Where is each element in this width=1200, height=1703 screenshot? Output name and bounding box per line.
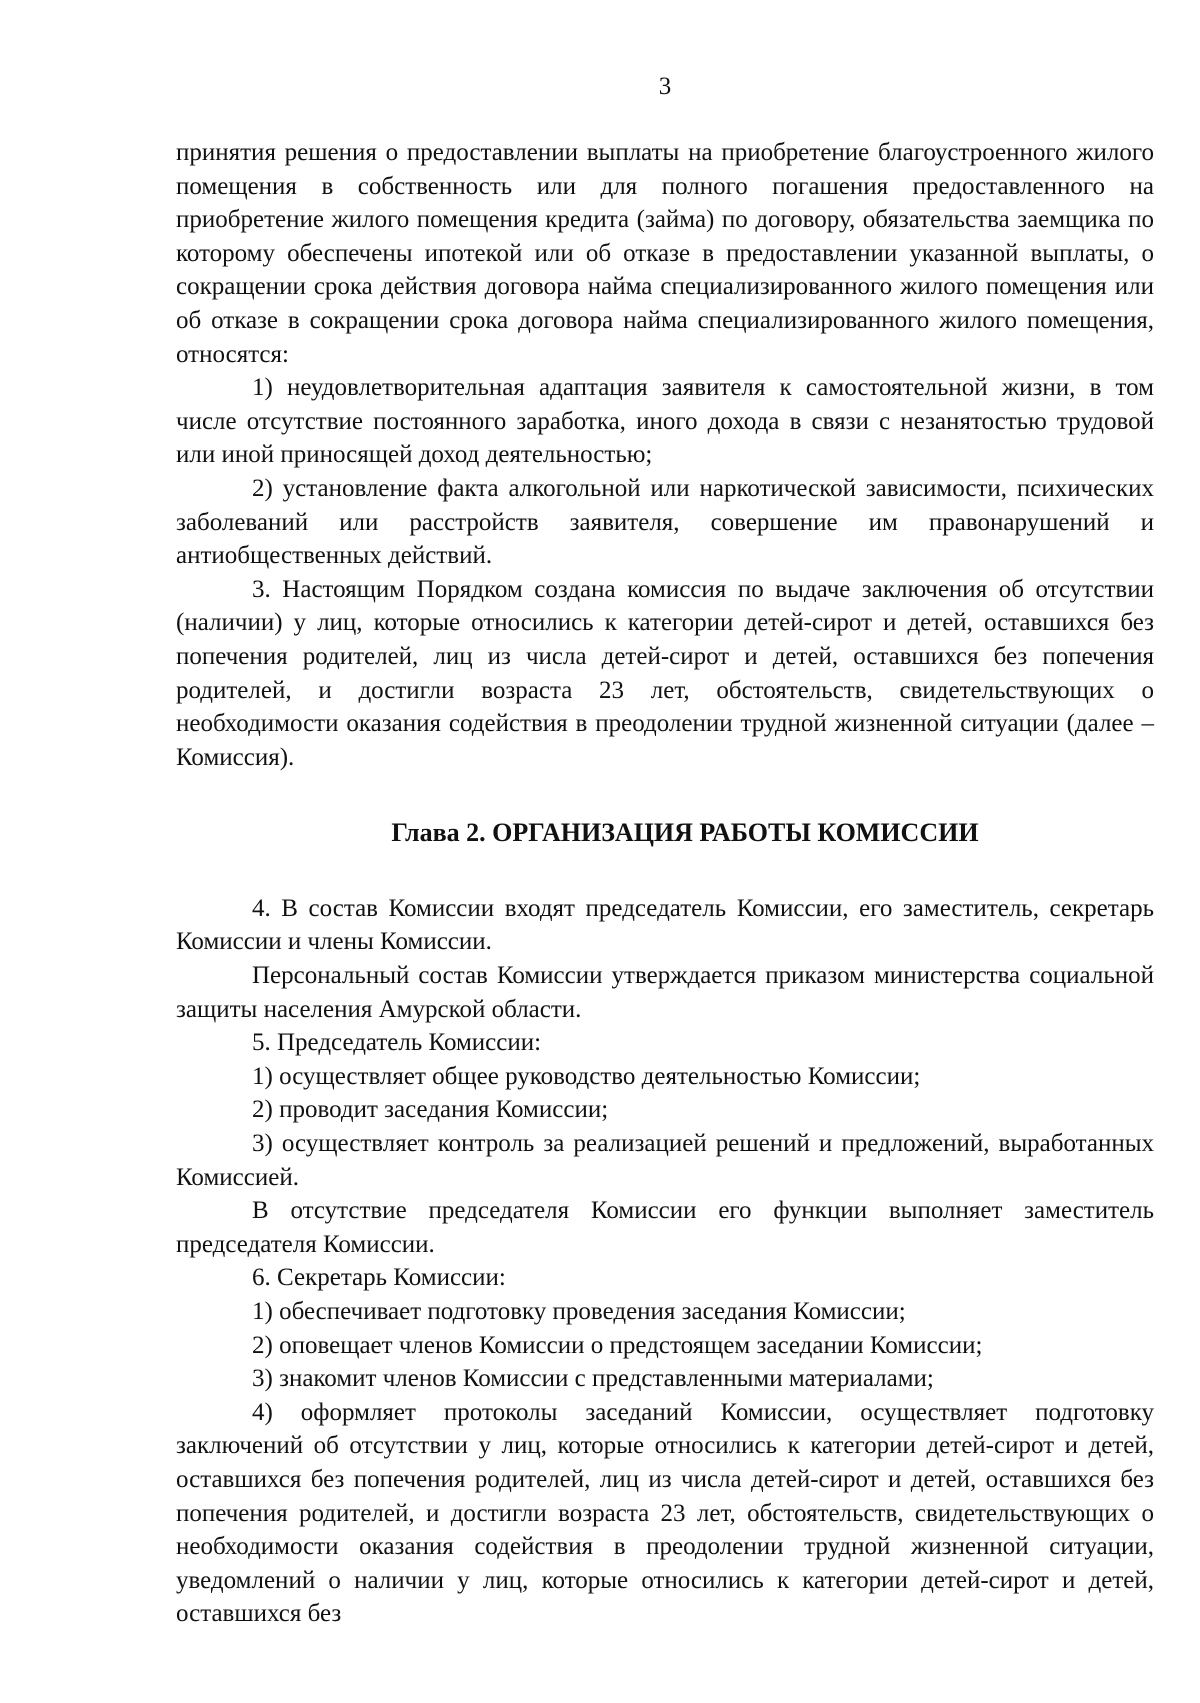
paragraph-secretary-duty-4: 4) оформляет протоколы заседаний Комиссии, осуществляет подготовку заключений об отсутствии у лиц, которые относились к категории детей-сирот и детей, оставшихся без попечения родителей, лиц из числа детей-сирот и детей, оставшихся без попечения родителей, и достигли возраста 23 лет, обстоятельств, свидетельствующих о необходимости оказания содействия в преодолении трудной жизненной ситуации, уведомлений о наличии у лиц, которые относились к категории детей-сирот и детей, оставшихся без <box>176 1398 1154 1628</box>
document-body <box>176 136 1154 1631</box>
paragraph-chair-duty-3: 3) осуществляет контроль за реализацией решений и предложений, выработанных Комиссией. <box>176 1130 1154 1191</box>
paragraph-intro: принятия решения о предоставлении выплаты на приобретение благоустроенного жилого помещения в собственность или для полного погашения предоставленного на приобретение жилого помещения кредита (займа) по договору, обязательства заемщика по которому обеспечены ипотекой или об отказе в предоставлении указанной выплаты, о сокращении срока действия договора найма специализированного жилого помещения или об отказе в сокращении срока договора найма специализированного жилого помещения, относятся: <box>176 139 1154 368</box>
paragraph-chair-duty-2: 2) проводит заседания Комиссии; <box>252 1096 609 1124</box>
paragraph-point-4: 4. В состав Комиссии входят председатель Комиссии, его заместитель, секретарь Комиссии и члены Комиссии. <box>176 894 1154 956</box>
page-number: 3 <box>658 73 672 100</box>
paragraph-secretary-duty-3: 3) знакомит членов Комиссии с представленными материалами; <box>252 1365 934 1393</box>
paragraph-point-5: 5. Председатель Комиссии: <box>252 1029 542 1057</box>
paragraph-item-1: 1) неудовлетворительная адаптация заявителя к самостоятельной жизни, в том числе отсутствие постоянного заработка, иного дохода в связи с незанятостью трудовой или иной приносящей доход деятельностью; <box>176 374 1154 469</box>
paragraph-secretary-duty-2: 2) оповещает членов Комиссии о предстоящем заседании Комиссии; <box>252 1331 983 1359</box>
paragraph-point-6: 6. Секретарь Комиссии: <box>252 1264 506 1292</box>
paragraph-composition: Персональный состав Комиссии утверждается приказом министерства социальной защиты населения Амурской области. <box>176 962 1154 1023</box>
paragraph-secretary-duty-1: 1) обеспечивает подготовку проведения заседания Комиссии; <box>252 1298 906 1325</box>
paragraph-point-3: 3. Настоящим Порядком создана комиссия по выдаче заключения об отсутствии (наличии) у лиц, которые относились к категории детей-сирот и детей, оставшихся без попечения родителей, лиц из числа детей-сирот и детей, оставшихся без попечения родителей, и достигли возраста 23 лет, обстоятельств, свидетельствующих о необходимости оказания содействия в преодолении трудной жизненной ситуации (далее – Комиссия). <box>176 575 1154 771</box>
paragraph-chair-duty-1: 1) осуществляет общее руководство деятельностью Комиссии; <box>252 1062 921 1090</box>
paragraph-item-2: 2) установление факта алкогольной или наркотической зависимости, психических заболеваний или расстройств заявителя, совершение им правонарушений и антиобщественных действий. <box>176 474 1154 570</box>
chapter-heading: Глава 2. ОРГАНИЗАЦИЯ РАБОТЫ КОМИССИИ <box>391 818 979 848</box>
paragraph-deputy: В отсутствие председателя Комиссии его функции выполняет заместитель председателя Комиссии. <box>176 1197 1154 1258</box>
